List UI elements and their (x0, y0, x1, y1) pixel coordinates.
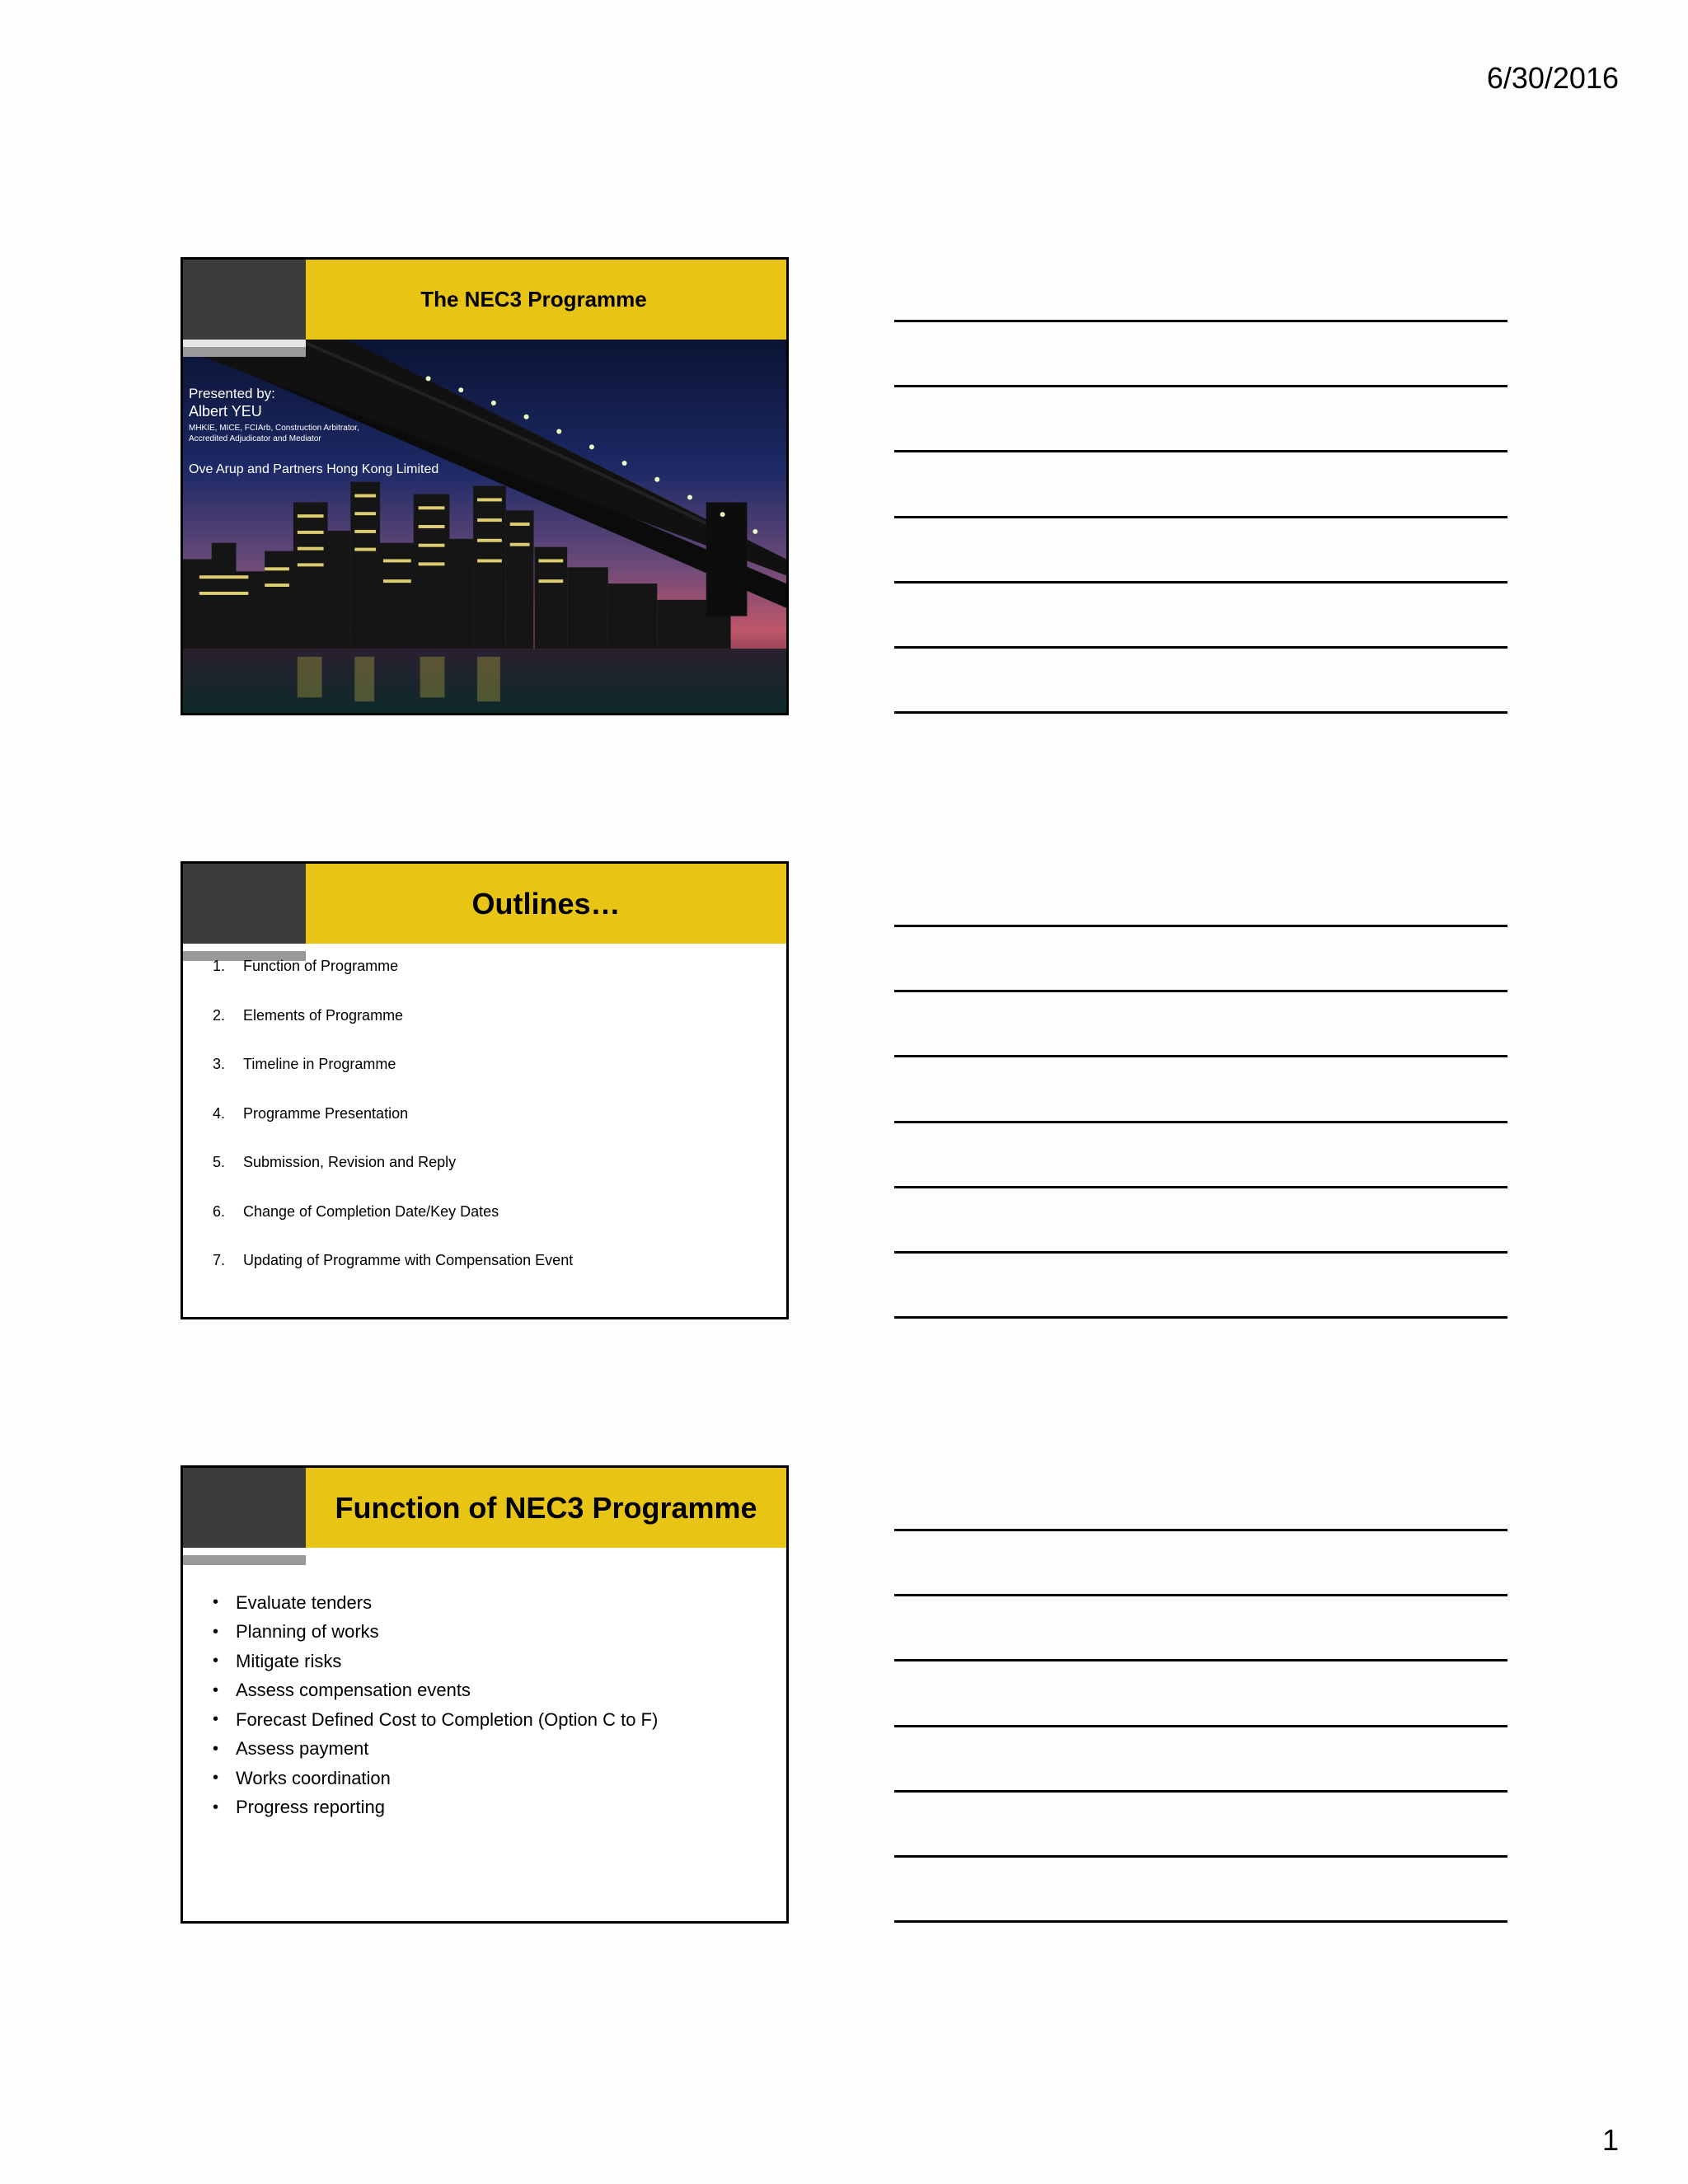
list-item (213, 1105, 573, 1155)
item-text: Works coordination (236, 1767, 391, 1788)
list-item (213, 1203, 573, 1253)
presenter-name: Albert YEU (189, 403, 262, 420)
note-line (894, 925, 1507, 927)
note-line (894, 990, 1507, 992)
header-dark-block (183, 1468, 306, 1548)
slide-title-text: Outlines… (471, 886, 621, 921)
item-text: Timeline in Programme (243, 1056, 396, 1072)
item-number: 2. (213, 1006, 226, 1024)
presented-by-label: Presented by: (189, 386, 275, 401)
bullet-icon: • (213, 1769, 219, 1788)
item-text: Progress reporting (236, 1797, 385, 1818)
list-item (213, 1647, 658, 1676)
item-number: 1. (213, 958, 226, 974)
bullet-icon: • (213, 1680, 219, 1699)
bullet-icon: • (213, 1797, 219, 1816)
header-stripe (183, 944, 306, 951)
slide-title-bar (306, 260, 786, 340)
slide-title-text: The NEC3 Programme (420, 287, 647, 312)
presenter-credentials-2: Accredited Adjudicator and Mediator (189, 434, 321, 444)
item-text: Assess payment (236, 1738, 369, 1760)
item-number: 4. (213, 1104, 226, 1122)
note-line (894, 646, 1507, 649)
slide-title-bar (306, 864, 786, 944)
item-number: 5. (213, 1154, 226, 1170)
note-line (894, 1121, 1507, 1123)
presenter-company: Ove Arup and Partners Hong Kong Limited (189, 462, 439, 476)
note-line (894, 1316, 1507, 1319)
item-text: Planning of works (236, 1621, 379, 1643)
item-text: Evaluate tenders (236, 1591, 373, 1613)
bullet-icon: • (213, 1652, 219, 1671)
presenter-credentials-1: MHKIE, MICE, FCIArb, Construction Arbitrator, (189, 423, 359, 433)
bullet-icon: • (213, 1593, 219, 1612)
slide-title-bar (306, 1468, 786, 1548)
list-item (213, 1007, 573, 1057)
item-text: Submission, Revision and Reply (243, 1154, 457, 1170)
presenter-block (189, 385, 438, 478)
item-number: 6. (213, 1202, 226, 1220)
list-item (213, 1154, 573, 1203)
item-number: 3. (213, 1056, 226, 1072)
bullet-icon: • (213, 1710, 219, 1729)
item-number: 7. (213, 1252, 226, 1268)
note-line (894, 320, 1507, 322)
list-item (213, 1705, 658, 1735)
page-number: 1 (1601, 2123, 1619, 2157)
list-item (213, 1676, 658, 1706)
list-item (213, 1618, 658, 1647)
note-line (894, 711, 1507, 714)
list-item (213, 1588, 658, 1618)
item-text: Updating of Programme with Compensation Event (243, 1252, 574, 1268)
bullet-icon: • (213, 1622, 219, 1641)
list-item (213, 1793, 658, 1823)
item-text: Assess compensation events (236, 1680, 471, 1701)
note-line (894, 1920, 1507, 1923)
item-text: Elements of Programme (243, 1006, 404, 1024)
slide-outlines (181, 861, 789, 1319)
list-item (213, 1056, 573, 1105)
header-stripe (183, 1548, 306, 1555)
header-dark-block (183, 864, 306, 944)
item-text: Change of Completion Date/Key Dates (243, 1202, 499, 1220)
slide-title-text: Function of NEC3 Programme (335, 1490, 757, 1525)
header-stripe-gray (183, 1555, 306, 1565)
note-line (894, 516, 1507, 518)
note-line (894, 1594, 1507, 1596)
note-line (894, 450, 1507, 452)
header-stripe (183, 340, 306, 347)
item-text: Function of Programme (243, 958, 399, 974)
bullet-icon: • (213, 1739, 219, 1758)
list-item (213, 1764, 658, 1793)
function-list (213, 1588, 658, 1822)
note-line (894, 1186, 1507, 1188)
list-item (213, 958, 573, 1007)
list-item (213, 1252, 573, 1301)
note-line (894, 1529, 1507, 1531)
outline-list (213, 958, 573, 1301)
header-stripe-gray (183, 347, 306, 357)
note-line (894, 1790, 1507, 1793)
note-line (894, 1251, 1507, 1254)
note-line (894, 1725, 1507, 1727)
note-line (894, 1659, 1507, 1661)
list-item (213, 1735, 658, 1765)
note-line (894, 1055, 1507, 1057)
item-text: Mitigate risks (236, 1650, 342, 1671)
note-line (894, 581, 1507, 583)
note-line (894, 1855, 1507, 1858)
print-date: 6/30/2016 (1486, 61, 1619, 95)
header-dark-block (183, 260, 306, 340)
slide-function (181, 1465, 789, 1924)
slide-title (181, 257, 789, 715)
item-text: Programme Presentation (243, 1104, 409, 1122)
item-text: Forecast Defined Cost to Completion (Option C to F) (236, 1708, 659, 1730)
note-line (894, 385, 1507, 387)
